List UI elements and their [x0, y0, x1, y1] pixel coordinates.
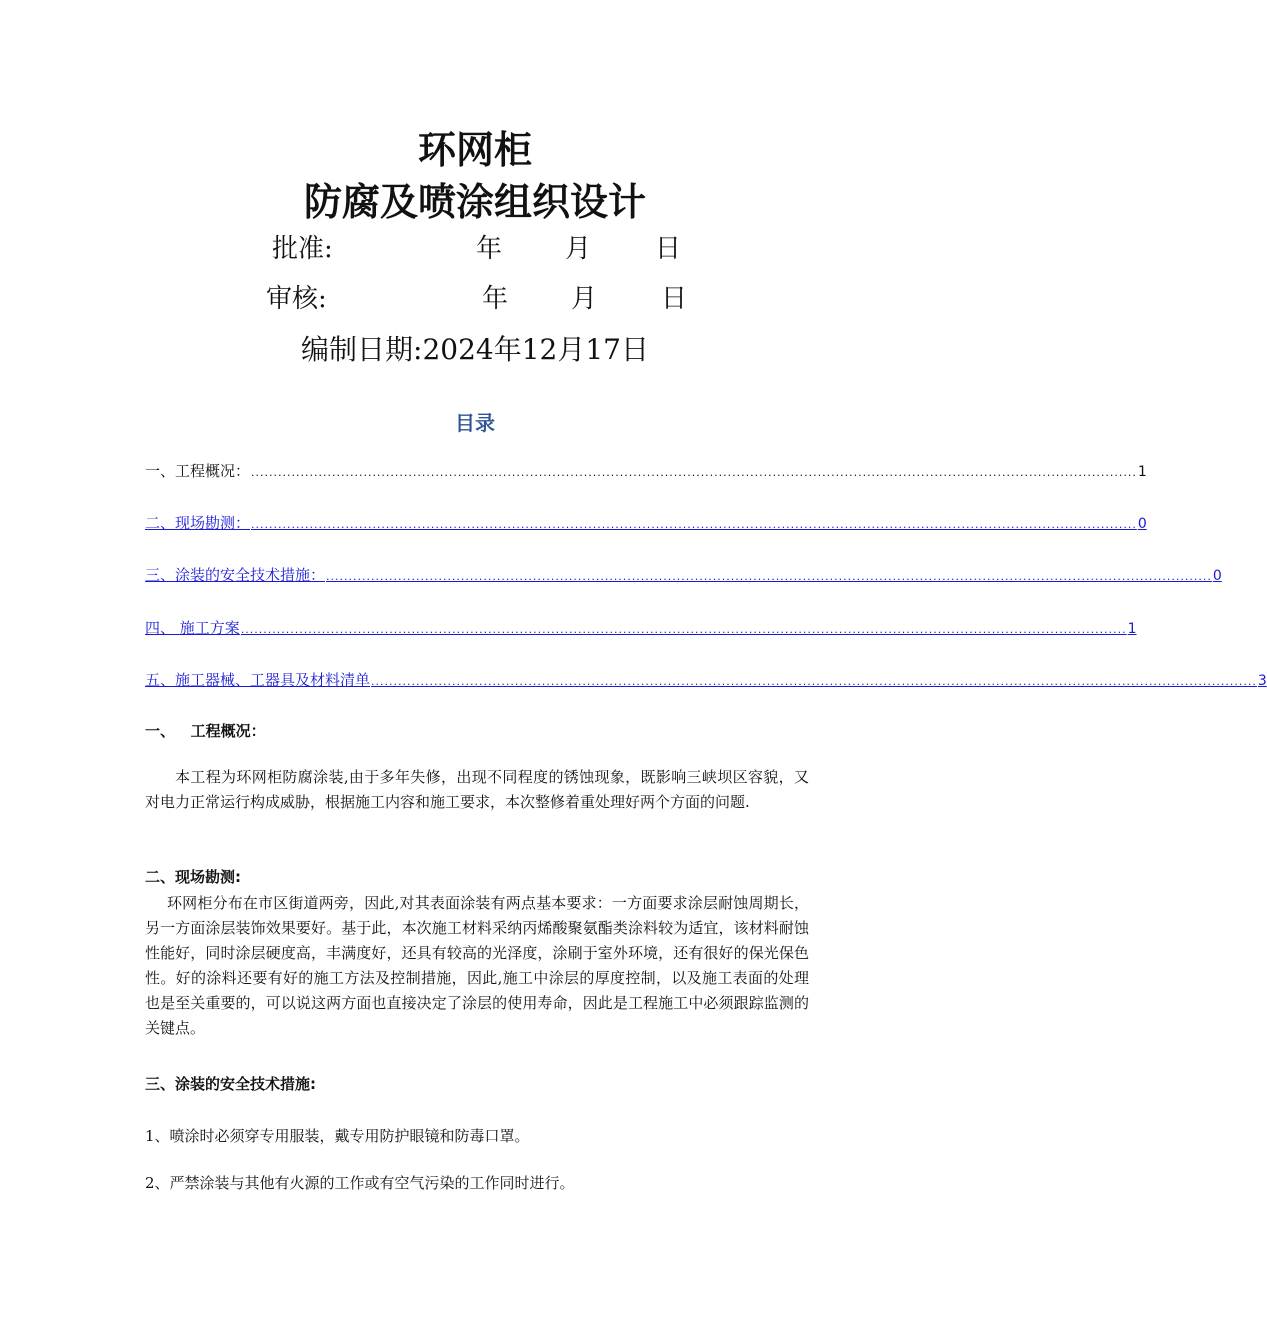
- review-month: 月: [571, 284, 598, 314]
- approve-label: 批准:: [272, 234, 333, 264]
- document-title-line1: 环网柜: [417, 128, 532, 172]
- toc-item-number: 四、: [145, 619, 176, 637]
- toc-dot-leader: .....................................................................................................................................................................................................: [240, 623, 1127, 636]
- review-day: 日: [661, 284, 688, 314]
- section-2-body: 环网柜分布在市区街道两旁，因此,对其表面涂装有两点基本要求：一方面要求涂层耐蚀周期长，另一方面涂层装饰效果要好。基于此，本次施工材料采纳丙烯酸聚氨酯类涂料较为适宜，该材料耐蚀性能好，同时涂层硬度高，丰满度好，还具有较高的光泽度，涂刷于室外环境，还有很好的保光保色性。好的涂料还要有好的施工方法及控制措施，因此,施工中涂层的厚度控制，以及施工表面的处理也是至关重要的，可以说这两方面也直接决定了涂层的使用寿命，因此是工程施工中必须跟踪监测的关键点。: [145, 894, 809, 1037]
- toc-dot-leader: .....................................................................................................................................................................................................: [371, 675, 1257, 688]
- toc-item-page: 0: [1212, 568, 1222, 584]
- toc-item-page: 1: [1137, 464, 1147, 480]
- approve-year: 年: [476, 234, 503, 264]
- toc-item-page: 0: [1137, 516, 1147, 532]
- review-year: 年: [482, 284, 509, 314]
- toc-item-3[interactable]: [145, 564, 1222, 586]
- toc-item-number: 三、: [145, 566, 176, 584]
- toc-item-1[interactable]: [145, 460, 1147, 482]
- toc-item-2[interactable]: [145, 512, 1147, 534]
- toc-item-label: 涂装的安全技术措施：: [175, 566, 326, 584]
- toc-item-label: 工程概况：: [175, 462, 251, 480]
- toc-item-label: 施工方案: [179, 619, 240, 637]
- approve-month: 月: [565, 234, 592, 264]
- toc-dot-leader: .....................................................................................................................................................................................................: [326, 570, 1212, 583]
- section-1-body: 本工程为环网柜防腐涂装,由于多年失修，出现不同程度的锈蚀现象，既影响三峡坝区容貌，又对电力正常运行构成威胁，根据施工内容和施工要求，本次整修着重处理好两个方面的问题.: [145, 768, 809, 811]
- section-1-heading: 一、 工程概况：: [145, 722, 266, 740]
- safety-item-1: 1、喷涂时必须穿专用服装，戴专用防护眼镜和防毒口罩。: [145, 1127, 530, 1145]
- document-title-line2: 防腐及喷涂组织设计: [303, 180, 646, 224]
- safety-item-2: 2、严禁涂装与其他有火源的工作或有空气污染的工作同时进行。: [145, 1174, 575, 1192]
- toc-item-page: 1: [1127, 621, 1137, 637]
- toc-dot-leader: .....................................................................................................................................................................................................: [251, 518, 1137, 531]
- toc-item-number: 一、: [145, 462, 176, 480]
- toc-item-page: 3: [1257, 673, 1267, 689]
- toc-item-5[interactable]: [145, 669, 1267, 691]
- section-3-heading: 三、涂装的安全技术措施:: [145, 1075, 316, 1093]
- approve-day: 日: [655, 234, 682, 264]
- toc-item-number: 五、: [145, 671, 176, 689]
- compile-date: 编制日期:2024年12月17日: [301, 333, 649, 366]
- toc-item-label: 现场勘测：: [175, 514, 251, 532]
- toc-dot-leader: .....................................................................................................................................................................................................: [251, 466, 1137, 479]
- section-2-heading: 二、现场勘测:: [145, 868, 241, 886]
- toc-item-number: 二、: [145, 514, 176, 532]
- toc-item-4[interactable]: [145, 617, 1137, 639]
- review-label: 审核:: [266, 284, 327, 314]
- toc-item-label: 施工器械、工器具及材料清单: [175, 671, 371, 689]
- toc-heading: 目录: [455, 411, 495, 435]
